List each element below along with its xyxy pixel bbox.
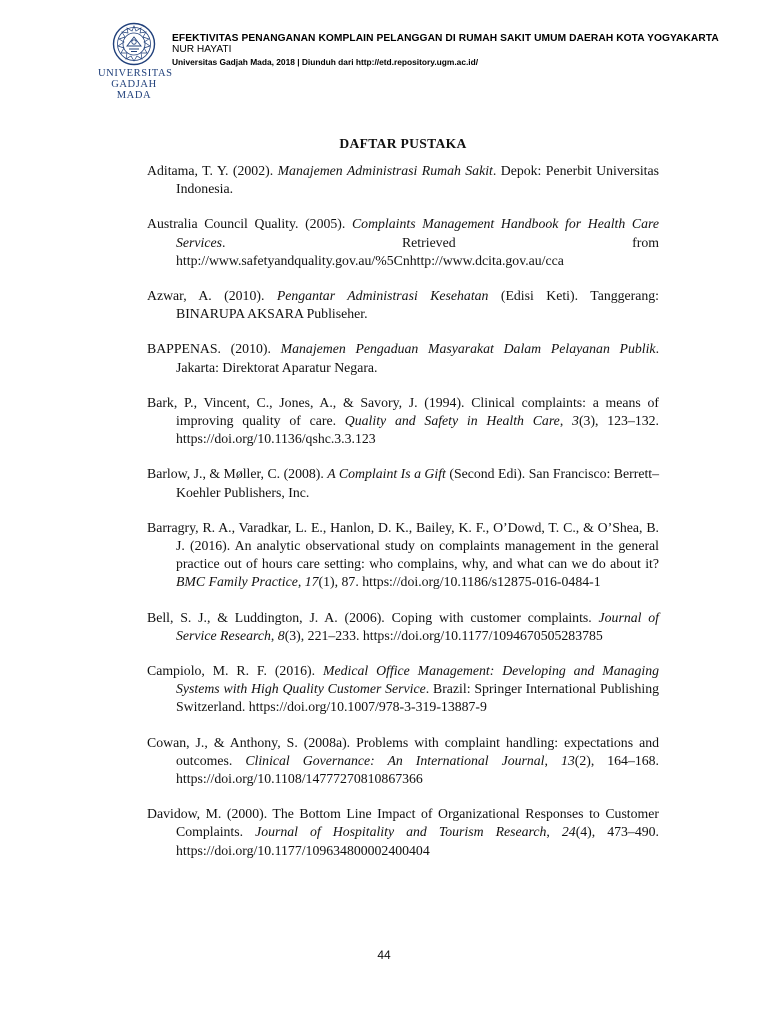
reference-text: (Edisi Keti). Tanggerang: BINARUPA AKSARA Publiseher. — [176, 288, 659, 322]
bibliography — [147, 136, 659, 877]
reference-italic-text: Journal of Service Research — [176, 609, 659, 643]
reference-text: , — [270, 627, 278, 643]
reference-italic-text: A Complaint Is a Gift — [327, 466, 446, 482]
university-name: UNIVERSITAS GADJAH MADA — [98, 68, 173, 101]
reference-entry — [147, 734, 659, 789]
reference-italic-text: Manajemen Administrasi Rumah Sakit — [277, 163, 493, 178]
reference-entry — [147, 662, 659, 717]
reference-italic-text: 24 — [561, 824, 576, 840]
source-line: Universitas Gadjah Mada, 2018 | Diunduh dari http://etd.repository.ugm.ac.id/ — [172, 57, 479, 67]
page-number: 44 — [377, 948, 391, 962]
reference-text: Aditama, T. Y. (2002). — [147, 163, 278, 178]
reference-text: Bell, S. J., & Luddington, J. A. (2006). Coping with customer complaints. — [147, 609, 599, 625]
reference-italic-text: 13 — [560, 752, 575, 768]
page-header — [0, 0, 768, 110]
reference-text: , — [559, 413, 573, 429]
reference-entry — [147, 215, 659, 270]
reference-italic-text: Manajemen Pengaduan Masyarakat Dalam Pelayanan Publik — [280, 341, 656, 357]
reference-italic-text: Pengantar Administrasi Kesehatan — [276, 288, 489, 304]
reference-italic-text: Journal of Hospitality and Tourism Research — [255, 824, 547, 840]
reference-text: Azwar, A. (2010). — [147, 288, 277, 304]
author-name: NUR HAYATI — [172, 44, 232, 55]
reference-entry — [147, 340, 659, 376]
university-seal-icon — [112, 22, 156, 66]
reference-entry — [147, 394, 659, 449]
reference-text: Barragry, R. A., Varadkar, L. E., Hanlon, D. K., Bailey, K. F., O’Dowd, T. C., & O’Shea, B. J. (2016). An analytic observational study on complaints management in the general practice out of hours care setting: who complains, why, and what can we do about it? — [147, 519, 659, 572]
reference-list — [147, 162, 659, 860]
reference-italic-text: Complaints Management Handbook for Health Care Services — [176, 216, 659, 250]
section-title: DAFTAR PUSTAKA — [339, 136, 467, 151]
reference-text: (Second Edi). San Francisco: Berrett–Koehler Publishers, Inc. — [176, 466, 660, 500]
reference-italic-text: Medical Office Management: Developing and Managing Systems with High Quality Customer Service — [176, 663, 659, 697]
reference-text: . Retrieved from http://www.safetyandquality.gov.au/%5Cnhttp://www.dcita.gov.au/cca — [176, 234, 659, 268]
reference-entry — [147, 805, 659, 860]
reference-text: Cowan, J., & Anthony, S. (2008a). Problems with complaint handling: expectations and outcomes. — [147, 734, 659, 768]
reference-italic-text: BMC Family Practice — [176, 574, 298, 590]
reference-text: (3), 221–233. https://doi.org/10.1177/1094670505283785 — [284, 627, 603, 643]
reference-text: Campiolo, M. R. F. (2016). — [147, 663, 323, 679]
reference-entry — [147, 609, 659, 645]
university-logo — [98, 22, 173, 101]
reference-text: . Jakarta: Direktorat Aparatur Negara. — [176, 341, 660, 375]
reference-text: Australia Council Quality. (2005). — [147, 216, 352, 232]
header-text — [172, 33, 732, 68]
reference-italic-text: 3 — [572, 413, 579, 429]
reference-italic-text: Quality and Safety in Health Care — [344, 413, 560, 429]
reference-text: Davidow, M. (2000). The Bottom Line Impact of Organizational Responses to Customer Complaints. — [147, 806, 659, 840]
reference-text: , — [544, 752, 561, 768]
thesis-title: EFEKTIVITAS PENANGANAN KOMPLAIN PELANGGAN DI RUMAH SAKIT UMUM DAERAH KOTA YOGYAKARTA — [172, 33, 719, 44]
reference-text: (2), 164–168. https://doi.org/10.1108/14777270810867366 — [176, 752, 660, 787]
reference-italic-text: 8 — [277, 627, 285, 643]
reference-text: Bark, P., Vincent, C., Jones, A., & Savory, J. (1994). Clinical complaints: a means of improving quality of care. — [147, 394, 659, 429]
reference-italic-text: Clinical Governance: An International Journal — [245, 752, 545, 768]
reference-text: , — [546, 824, 562, 840]
reference-text: (1), 87. https://doi.org/10.1186/s12875-016-0484-1 — [318, 574, 601, 590]
reference-text: BAPPENAS. (2010). — [147, 341, 281, 357]
reference-text: . Depok: Penerbit Universitas Indonesia. — [176, 163, 660, 197]
reference-entry — [147, 162, 659, 198]
reference-text: Barlow, J., & Møller, C. (2008). — [147, 466, 328, 482]
reference-italic-text: 17 — [304, 574, 319, 590]
reference-text: . Brazil: Springer International Publishing Switzerland. https://doi.org/10.1007/978-3-319-13887-9 — [176, 681, 659, 715]
reference-entry — [147, 287, 659, 323]
reference-entry — [147, 465, 659, 501]
reference-text: (4), 473–490. https://doi.org/10.1177/109634800002400404 — [176, 824, 659, 858]
reference-text: (3), 123–132. https://doi.org/10.1136/qshc.3.3.123 — [176, 413, 659, 447]
reference-entry — [147, 519, 659, 592]
reference-text: , — [297, 574, 305, 590]
